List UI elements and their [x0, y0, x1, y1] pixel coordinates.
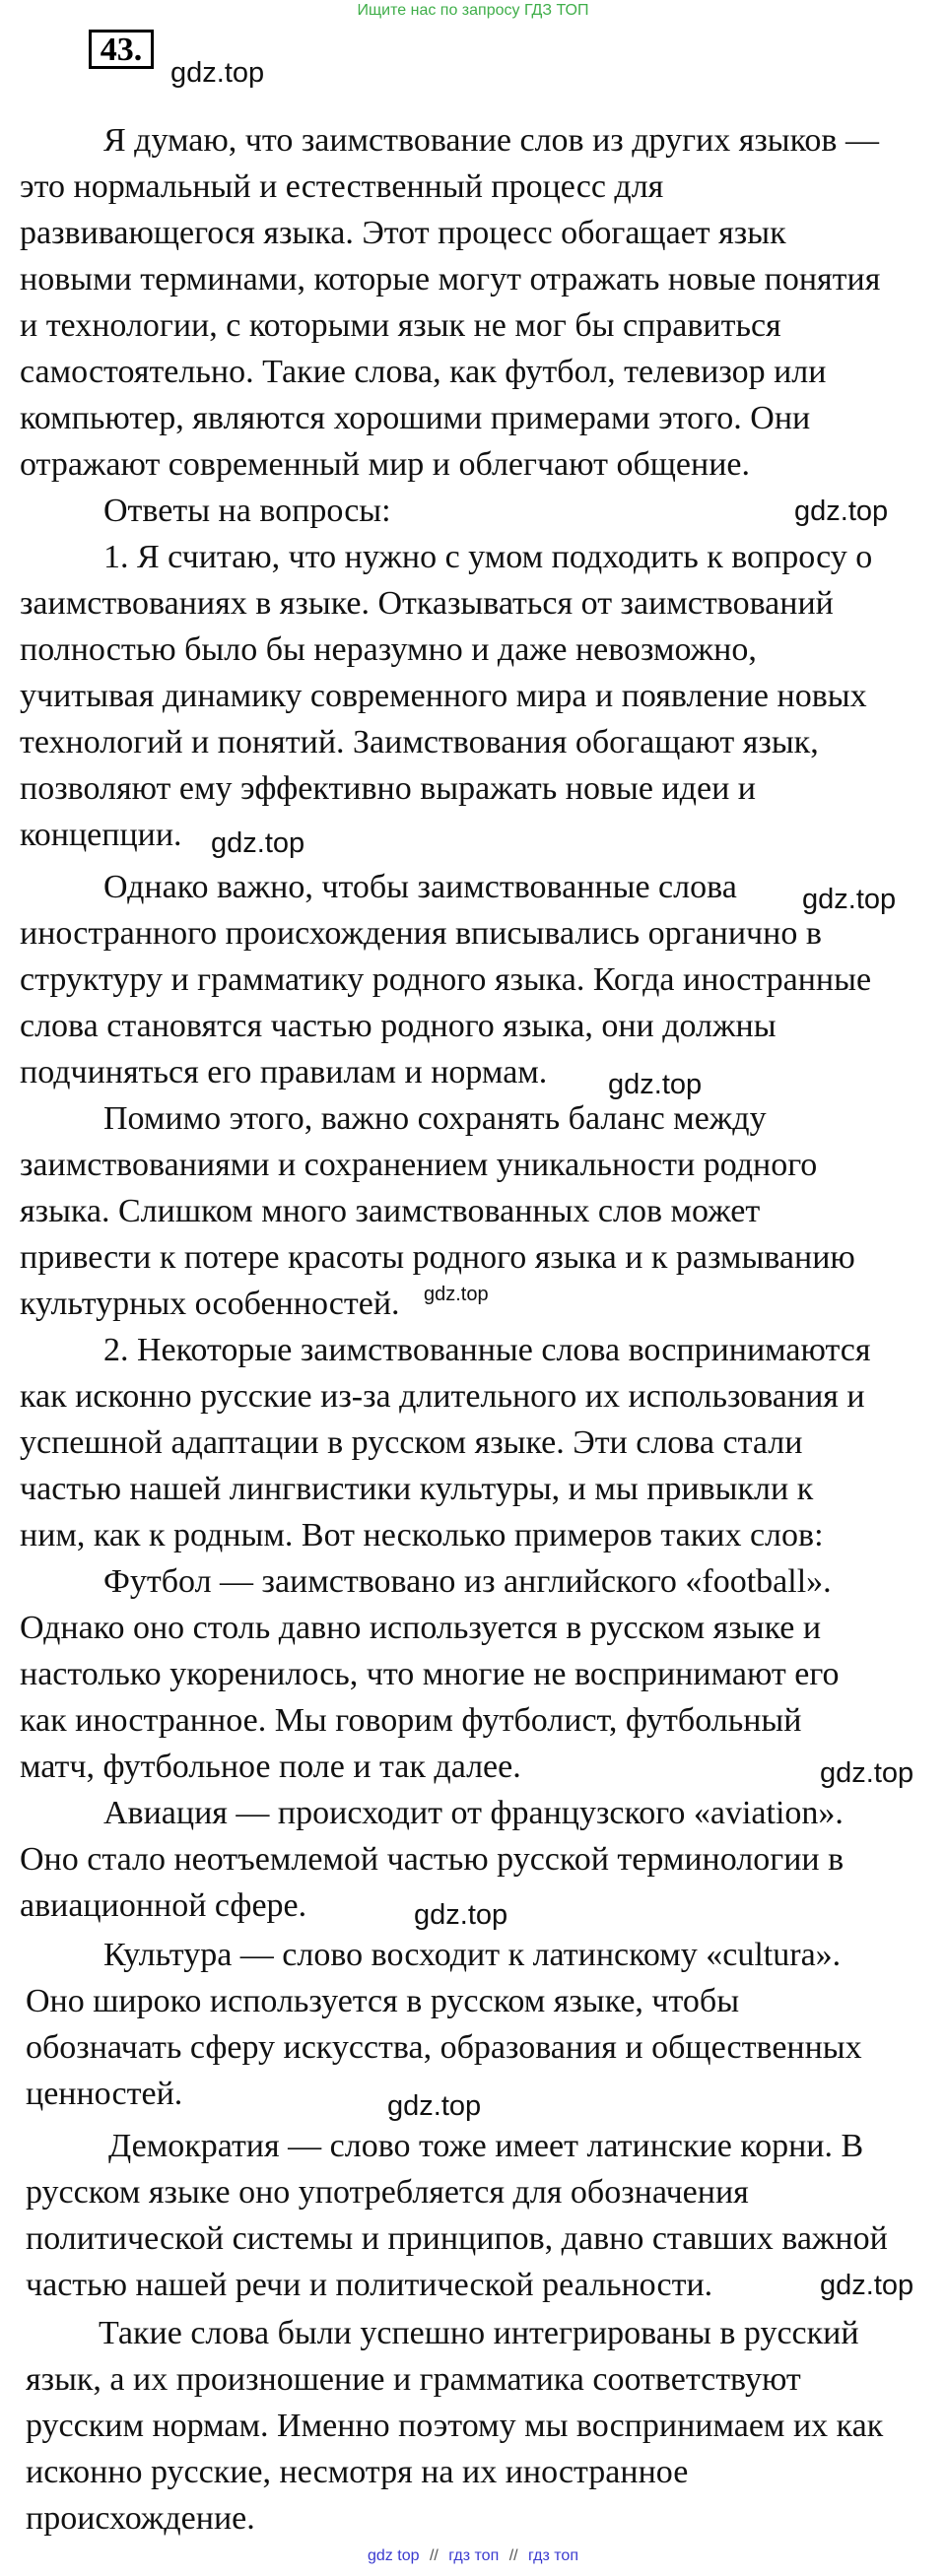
text-line: Культура — слово восходит к латинскому «cultura».: [103, 1937, 842, 1973]
watermark: gdz.top: [794, 495, 889, 527]
text-line: подчиняться его правилам и нормам.: [20, 1054, 548, 1090]
text-line: частью нашей лингвистики культуры, и мы привыкли к: [20, 1471, 814, 1507]
text-line: полностью было бы неразумно и даже невозможно,: [20, 631, 757, 668]
task-number: 43.: [89, 30, 154, 69]
watermark: gdz.top: [414, 1899, 508, 1931]
text-line: успешной адаптации в русском языке. Эти слова стали: [20, 1424, 803, 1461]
text-line: Оно широко используется в русском языке, чтобы: [26, 1983, 740, 2019]
text-line: ценностей.: [26, 2076, 183, 2112]
text-line: исконно русские, несмотря на их иностранное: [26, 2454, 689, 2490]
watermark: gdz.top: [211, 827, 305, 859]
text-line: обозначать сферу искусства, образования и общественных: [26, 2029, 862, 2066]
text-line: Однако важно, чтобы заимствованные слова: [103, 869, 737, 905]
text-line: Такие слова были успешно интегрированы в русский: [99, 2315, 859, 2351]
text-line: Помимо этого, важно сохранять баланс между: [103, 1100, 767, 1137]
watermark: gdz.top: [424, 1284, 489, 1305]
text-line: политической системы и принципов, давно ставших важной: [26, 2220, 888, 2257]
text-line: концепции.: [20, 817, 182, 853]
text-line: культурных особенностей.: [20, 1286, 400, 1322]
text-line: Я думаю, что заимствование слов из других языков —: [103, 122, 879, 159]
watermark: gdz.top: [170, 57, 265, 89]
text-line: Оно стало неотъемлемой частью русской терминологии в: [20, 1841, 845, 1878]
watermark: gdz.top: [608, 1069, 703, 1100]
footer-link[interactable]: гдз топ: [528, 2547, 578, 2564]
text-line: позволяют ему эффективно выражать новые идеи и: [20, 770, 756, 807]
watermark: gdz.top: [820, 1757, 914, 1789]
text-line: частью нашей речи и политической реальности.: [26, 2267, 713, 2303]
watermark: gdz.top: [387, 2090, 482, 2122]
text-line: привести к потере красоты родного языка и к размыванию: [20, 1239, 855, 1276]
text-line: заимствованиях в языке. Отказываться от заимствований: [20, 585, 834, 622]
text-line: Демократия — слово тоже имеет латинские корни. В: [108, 2128, 864, 2164]
text-line: происхождение.: [26, 2500, 255, 2537]
text-line: Футбол — заимствовано из английского «football».: [103, 1563, 832, 1600]
text-line: Авиация — происходит от французского «aviation».: [103, 1795, 844, 1831]
watermark: gdz.top: [820, 2270, 914, 2301]
footer-separator: //: [508, 2547, 518, 2564]
text-line: иностранного происхождения вписывались органично в: [20, 915, 822, 952]
text-line: авиационной сфере.: [20, 1887, 307, 1924]
text-line: технологий и понятий. Заимствования обогащают язык,: [20, 724, 819, 760]
text-line: настолько укоренилось, что многие не воспринимают его: [20, 1656, 840, 1692]
text-line: самостоятельно. Такие слова, как футбол, телевизор или: [20, 354, 827, 390]
text-line: 1. Я считаю, что нужно с умом подходить к вопросу о: [103, 539, 873, 575]
text-line: слова становятся частью родного языка, они должны: [20, 1008, 777, 1044]
footer-link[interactable]: gdz top: [368, 2547, 420, 2564]
text-line: Однако оно столь давно используется в русском языке и: [20, 1610, 822, 1646]
text-line: 2. Некоторые заимствованные слова воспринимаются: [103, 1332, 871, 1368]
text-line: как исконно русские из-за длительного их использования и: [20, 1378, 865, 1415]
text-line: и технологии, с которыми язык не мог бы справиться: [20, 307, 781, 344]
text-line: структуру и грамматику родного языка. Когда иностранные: [20, 961, 872, 998]
text-line: развивающегося языка. Этот процесс обогащает язык: [20, 215, 786, 251]
text-line: языка. Слишком много заимствованных слов может: [20, 1193, 761, 1229]
text-line: заимствованиями и сохранением уникальности родного: [20, 1147, 818, 1183]
watermark: gdz.top: [802, 884, 897, 915]
text-line: ним, как к родным. Вот несколько примеров таких слов:: [20, 1517, 824, 1553]
text-line: как иностранное. Мы говорим футболист, футбольный: [20, 1702, 802, 1739]
top-banner: Ищите нас по запросу ГДЗ ТОП: [357, 2, 589, 19]
text-line: компьютер, являются хорошими примерами этого. Они: [20, 400, 811, 436]
answers-heading: Ответы на вопросы:: [103, 493, 391, 529]
text-line: новыми терминами, которые могут отражать новые понятия: [20, 261, 881, 297]
text-line: это нормальный и естественный процесс для: [20, 168, 664, 205]
text-line: язык, а их произношение и грамматика соответствуют: [26, 2361, 801, 2398]
text-line: матч, футбольное поле и так далее.: [20, 1749, 521, 1785]
footer-link[interactable]: гдз топ: [448, 2547, 500, 2564]
text-line: русским нормам. Именно поэтому мы воспринимаем их как: [26, 2408, 884, 2444]
text-line: отражают современный мир и облегчают общение.: [20, 446, 750, 483]
text-line: русском языке оно употребляется для обозначения: [26, 2174, 749, 2211]
footer-separator: //: [429, 2547, 439, 2564]
text-line: учитывая динамику современного мира и появление новых: [20, 678, 867, 714]
footer-links: [0, 2547, 946, 2565]
